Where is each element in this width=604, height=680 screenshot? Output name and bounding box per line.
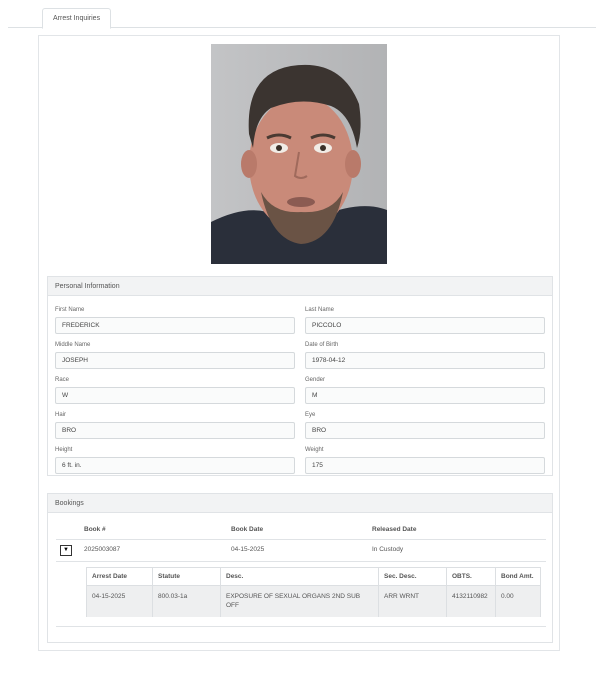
released-date-header: Released Date — [372, 526, 417, 533]
first-name-field[interactable]: FREDERICK — [55, 317, 295, 334]
statute-header: Statute — [153, 568, 221, 585]
obts-header: OBTS. — [447, 568, 496, 585]
weight-label: Weight — [305, 447, 324, 453]
charges-table — [86, 567, 541, 617]
race-field[interactable]: W — [55, 387, 295, 404]
height-field[interactable]: 6 ft. in. — [55, 457, 295, 474]
sec-desc-header: Sec. Desc. — [379, 568, 447, 585]
desc-header: Desc. — [221, 568, 379, 585]
divider — [56, 626, 546, 627]
eye-label: Eye — [305, 412, 316, 418]
bookings-title: Bookings — [48, 494, 552, 513]
released-date-value: In Custody — [372, 546, 404, 553]
last-name-field[interactable]: PICCOLO — [305, 317, 545, 334]
desc-cell: EXPOSURE OF SEXUAL ORGANS 2ND SUB OFF — [221, 586, 379, 617]
dob-field[interactable]: 1978-04-12 — [305, 352, 545, 369]
hair-label: Hair — [55, 412, 67, 418]
mugshot-image — [211, 44, 387, 264]
gender-field[interactable]: M — [305, 387, 545, 404]
bond-amount-header: Bond Amt. — [501, 573, 534, 580]
middle-name-label: Middle Name — [55, 342, 91, 348]
sec-desc-cell: ARR WRNT — [379, 586, 447, 617]
eye-field[interactable]: BRO — [305, 422, 545, 439]
record-card — [38, 35, 560, 651]
divider — [56, 561, 546, 562]
expand-booking-toggle[interactable]: ▼ — [60, 545, 72, 556]
bookings-panel — [47, 493, 553, 643]
book-number-header: Book # — [84, 526, 106, 533]
gender-label: Gender — [305, 377, 326, 383]
first-name-label: First Name — [55, 307, 85, 313]
table-row — [87, 586, 540, 617]
height-label: Height — [55, 447, 73, 453]
book-date-header: Book Date — [231, 526, 264, 533]
book-date-value: 04-15-2025 — [231, 546, 265, 553]
weight-field[interactable]: 175 — [305, 457, 545, 474]
middle-name-field[interactable]: JOSEPH — [55, 352, 295, 369]
last-name-label: Last Name — [305, 307, 335, 313]
personal-information-title: Personal Information — [48, 277, 552, 296]
statute-cell: 800.03-1a — [153, 586, 221, 617]
divider — [56, 539, 546, 540]
personal-information-panel — [47, 276, 553, 476]
charges-header-row — [87, 568, 540, 586]
tab-bar — [8, 8, 596, 28]
race-label: Race — [55, 377, 70, 383]
dob-label: Date of Birth — [305, 342, 339, 348]
hair-field[interactable]: BRO — [55, 422, 295, 439]
arrest-date-header: Arrest Date — [87, 568, 153, 585]
tab-arrest-inquiries[interactable]: Arrest Inquiries — [42, 8, 111, 29]
book-number-value: 2025003087 — [84, 546, 121, 553]
obts-cell: 4132110982 — [447, 586, 496, 617]
arrest-date-cell: 04-15-2025 — [87, 586, 153, 617]
bond-amount-cell: 0.00 — [501, 593, 514, 600]
booking-photo — [211, 44, 387, 264]
